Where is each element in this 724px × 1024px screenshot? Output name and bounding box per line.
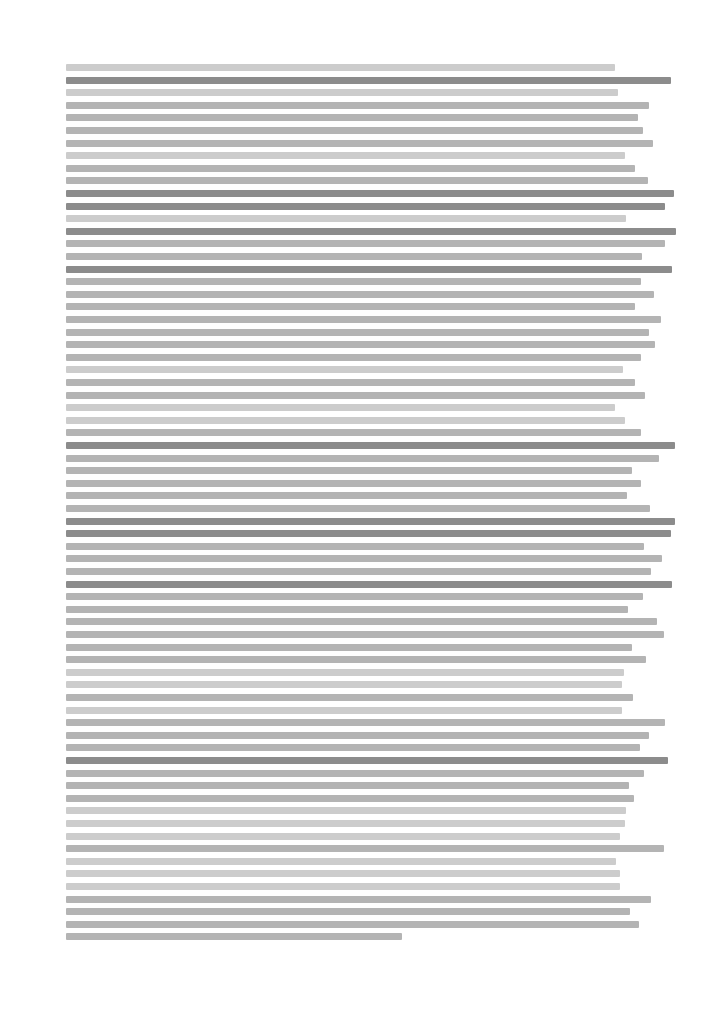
text-line-placeholder — [66, 593, 643, 600]
garbled-text-block — [66, 64, 676, 954]
text-line-placeholder — [66, 921, 639, 928]
text-line-placeholder — [66, 719, 665, 726]
text-line-placeholder — [66, 555, 662, 562]
text-line-placeholder — [66, 165, 635, 172]
text-line-placeholder — [66, 316, 661, 323]
text-line-placeholder — [66, 795, 634, 802]
text-line-placeholder — [66, 807, 626, 814]
text-line-placeholder — [66, 303, 635, 310]
text-line-placeholder — [66, 291, 654, 298]
text-line-placeholder — [66, 896, 651, 903]
text-line-placeholder — [66, 707, 622, 714]
text-line-placeholder — [66, 429, 641, 436]
text-line-placeholder — [66, 240, 665, 247]
text-line-placeholder — [66, 266, 672, 273]
text-line-placeholder — [66, 530, 671, 537]
text-line-placeholder — [66, 858, 616, 865]
text-line-placeholder — [66, 404, 615, 411]
text-line-placeholder — [66, 618, 657, 625]
text-line-placeholder — [66, 770, 644, 777]
text-line-placeholder — [66, 127, 643, 134]
text-line-placeholder — [66, 114, 638, 121]
text-line-placeholder — [66, 933, 402, 940]
text-line-placeholder — [66, 177, 648, 184]
text-line-placeholder — [66, 354, 641, 361]
text-line-placeholder — [66, 631, 664, 638]
text-line-placeholder — [66, 782, 629, 789]
text-line-placeholder — [66, 253, 642, 260]
text-line-placeholder — [66, 455, 659, 462]
text-line-placeholder — [66, 379, 635, 386]
text-line-placeholder — [66, 581, 672, 588]
text-line-placeholder — [66, 102, 649, 109]
text-line-placeholder — [66, 820, 625, 827]
text-line-placeholder — [66, 656, 646, 663]
text-line-placeholder — [66, 845, 664, 852]
text-line-placeholder — [66, 480, 641, 487]
text-line-placeholder — [66, 417, 625, 424]
text-line-placeholder — [66, 152, 625, 159]
text-line-placeholder — [66, 681, 622, 688]
text-line-placeholder — [66, 883, 620, 890]
text-line-placeholder — [66, 669, 624, 676]
text-line-placeholder — [66, 644, 632, 651]
text-line-placeholder — [66, 505, 650, 512]
text-line-placeholder — [66, 518, 675, 525]
text-line-placeholder — [66, 492, 627, 499]
text-line-placeholder — [66, 442, 675, 449]
text-line-placeholder — [66, 568, 651, 575]
text-line-placeholder — [66, 140, 653, 147]
text-line-placeholder — [66, 833, 620, 840]
text-line-placeholder — [66, 694, 633, 701]
text-line-placeholder — [66, 908, 630, 915]
text-line-placeholder — [66, 341, 655, 348]
text-line-placeholder — [66, 757, 668, 764]
text-line-placeholder — [66, 215, 626, 222]
text-line-placeholder — [66, 744, 640, 751]
text-line-placeholder — [66, 543, 644, 550]
text-line-placeholder — [66, 467, 632, 474]
text-line-placeholder — [66, 203, 665, 210]
text-line-placeholder — [66, 77, 671, 84]
text-line-placeholder — [66, 228, 676, 235]
text-line-placeholder — [66, 190, 674, 197]
text-line-placeholder — [66, 366, 623, 373]
text-line-placeholder — [66, 732, 649, 739]
text-line-placeholder — [66, 278, 641, 285]
text-line-placeholder — [66, 329, 649, 336]
text-line-placeholder — [66, 606, 628, 613]
text-line-placeholder — [66, 64, 615, 71]
text-line-placeholder — [66, 89, 618, 96]
text-line-placeholder — [66, 870, 620, 877]
text-line-placeholder — [66, 392, 645, 399]
